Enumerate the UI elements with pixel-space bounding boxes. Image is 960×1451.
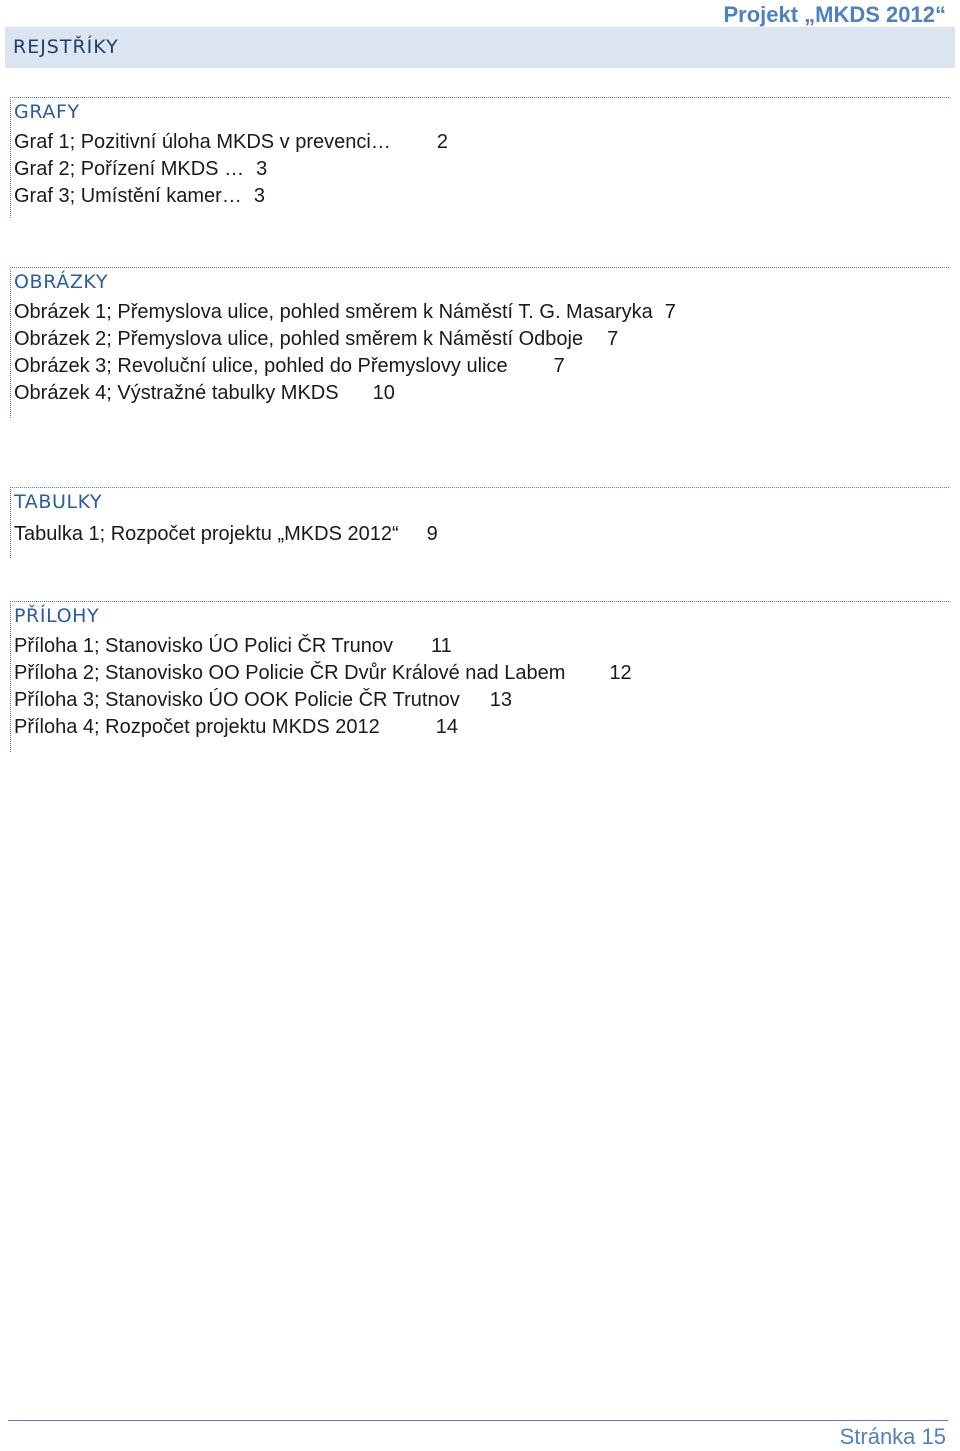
list-item[interactable] [14, 299, 676, 326]
entry-text: Příloha 1; Stanovisko ÚO Polici ČR Trunov [14, 635, 394, 657]
section-obrazky [10, 267, 949, 418]
page-number: Stránka 15 [839, 1424, 946, 1449]
section-grafy [10, 97, 949, 218]
entry-page: 10 [372, 382, 395, 404]
list-item[interactable] [14, 326, 676, 353]
entry-text: Obrázek 1; Přemyslova ulice, pohled směrem k Náměstí T. G. Masaryka [14, 301, 653, 323]
list-item[interactable] [14, 156, 448, 183]
entry-text: Příloha 3; Stanovisko ÚO OOK Policie ČR Trutnov [14, 689, 460, 711]
footer-divider [8, 1420, 948, 1421]
header-project-title: Projekt „MKDS 2012“ [723, 2, 946, 27]
section-tabulky [10, 487, 949, 558]
entry-page: 3 [253, 185, 265, 207]
index-header-band [5, 27, 955, 68]
entry-text: Obrázek 3; Revoluční ulice, pohled do Přemyslovy ulice [14, 355, 508, 377]
entry-page: 9 [426, 523, 438, 545]
list-item[interactable] [14, 633, 632, 660]
entry-text: Obrázek 4; Výstražné tabulky MKDS [14, 382, 339, 404]
entry-page: 7 [664, 301, 676, 323]
entry-text: Graf 1; Pozitivní úloha MKDS v prevenci… [14, 131, 391, 153]
list-item[interactable] [14, 183, 448, 210]
list-item[interactable] [14, 714, 632, 741]
list-item[interactable] [14, 380, 676, 407]
list-item[interactable] [14, 129, 448, 156]
index-title: REJSTŘÍKY [13, 36, 119, 58]
list-item[interactable] [14, 353, 676, 380]
entry-text: Graf 2; Pořízení MKDS … [14, 158, 245, 180]
entry-page: 12 [609, 662, 632, 684]
entry-page: 11 [431, 635, 452, 657]
list-item[interactable] [14, 660, 632, 687]
list-item[interactable] [14, 521, 438, 548]
entry-text: Příloha 2; Stanovisko OO Policie ČR Dvůr Králové nad Labem [14, 662, 566, 684]
entry-page: 2 [436, 131, 448, 153]
section-title-tabulky: TABULKY [14, 491, 103, 513]
entry-page: 3 [256, 158, 268, 180]
entry-text: Obrázek 2; Přemyslova ulice, pohled směrem k Náměstí Odboje [14, 328, 584, 350]
list-item[interactable] [14, 687, 632, 714]
entry-text: Tabulka 1; Rozpočet projektu „MKDS 2012“ [14, 523, 399, 545]
section-title-grafy: GRAFY [14, 101, 80, 123]
entry-text: Příloha 4; Rozpočet projektu MKDS 2012 [14, 716, 380, 738]
section-title-obrazky: OBRÁZKY [14, 271, 109, 293]
section-title-prilohy: PŘÍLOHY [14, 605, 100, 627]
entry-page: 7 [553, 355, 565, 377]
entry-text: Graf 3; Umístění kamer… [14, 185, 242, 207]
entry-page: 13 [489, 689, 512, 711]
section-prilohy [10, 601, 949, 752]
entry-page: 14 [435, 716, 459, 738]
entry-page: 7 [607, 328, 619, 350]
